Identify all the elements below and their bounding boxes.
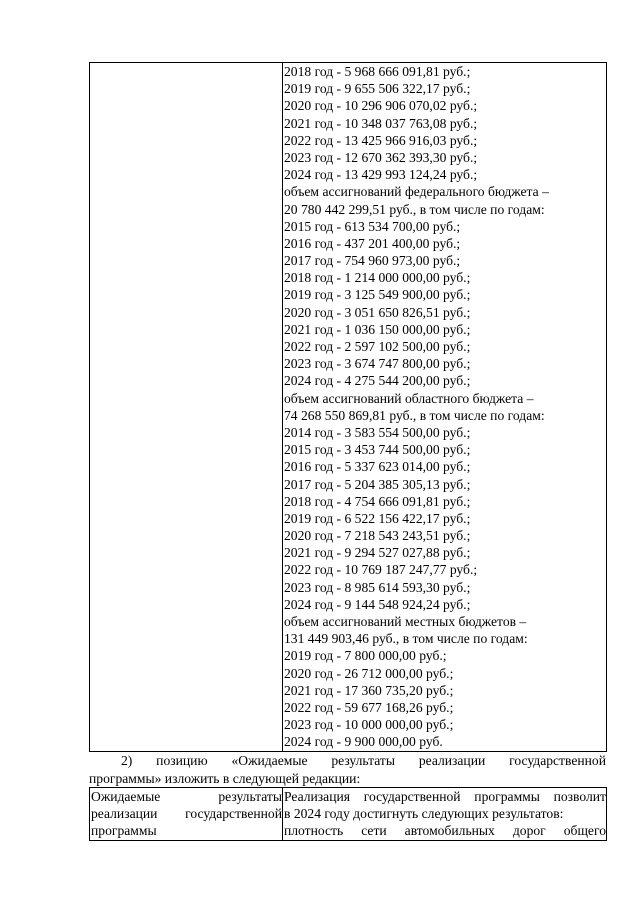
funding-line: 2019 год - 3 125 549 900,00 руб.; [284, 287, 471, 303]
expected-results-label-line: реализации государственной [91, 806, 282, 822]
amendment-paragraph [89, 752, 606, 787]
funding-line: 2015 год - 613 534 700,00 руб.; [284, 218, 461, 234]
funding-line: 2024 год - 9 144 548 924,24 руб.; [284, 596, 471, 612]
funding-line: 2015 год - 3 453 744 500,00 руб.; [284, 442, 471, 458]
funding-line: 2019 год - 9 655 506 322,17 руб.; [284, 81, 471, 97]
funding-line: 2017 год - 5 204 385 305,13 руб.; [284, 476, 471, 492]
funding-line: 2023 год - 8 985 614 593,30 руб.; [284, 579, 471, 595]
funding-line: 2024 год - 4 275 544 200,00 руб.; [284, 373, 471, 389]
funding-line: 2021 год - 10 348 037 763,08 руб.; [284, 115, 478, 131]
funding-line: 2018 год - 5 968 666 091,81 руб.; [284, 64, 471, 79]
funding-lines [284, 63, 606, 751]
funding-line: 2021 год - 9 294 527 027,88 руб.; [284, 545, 471, 561]
funding-line: 20 780 442 299,51 руб., в том числе по годам: [284, 201, 545, 217]
expected-results-label-line: программы [91, 823, 157, 839]
expected-results-text-line: плотность сети автомобильных дорог общего [284, 823, 606, 839]
funding-line: 2022 год - 59 677 168,26 руб.; [284, 699, 454, 715]
funding-line: 2020 год - 10 296 906 070,02 руб.; [284, 98, 478, 114]
funding-line: 2022 год - 2 597 102 500,00 руб.; [284, 339, 471, 354]
funding-line: 2023 год - 3 674 747 800,00 руб.; [284, 356, 471, 372]
funding-line: объем ассигнований федерального бюджета – [284, 184, 549, 200]
funding-line: 2023 год - 10 000 000,00 руб.; [284, 717, 454, 733]
expected-results-text-line: в 2024 году достигнуть следующих результатов: [284, 806, 564, 822]
expected-results-text-line: Реализация государственной программы позволит [284, 789, 606, 804]
funding-line: объем ассигнований местных бюджетов – [284, 614, 527, 629]
funding-line: 2014 год - 3 583 554 500,00 руб.; [284, 424, 471, 440]
funding-line: 2022 год - 10 769 187 247,77 руб.; [284, 562, 478, 578]
funding-line: 2024 год - 13 429 993 124,24 руб.; [284, 167, 478, 183]
funding-line: 2016 год - 5 337 623 014,00 руб.; [284, 459, 471, 475]
funding-table-left-cell [90, 63, 283, 752]
funding-line: 2018 год - 1 214 000 000,00 руб.; [284, 270, 471, 286]
funding-line: 2018 год - 4 754 666 091,81 руб.; [284, 493, 471, 509]
expected-results-text-cell [283, 788, 607, 841]
funding-line: 2020 год - 3 051 650 826,51 руб.; [284, 304, 471, 320]
funding-line: 2020 год - 26 712 000,00 руб.; [284, 665, 454, 681]
funding-line: объем ассигнований областного бюджета – [284, 390, 534, 406]
expected-results-label-cell [90, 788, 283, 841]
table-row [90, 63, 607, 752]
funding-line: 2017 год - 754 960 973,00 руб.; [284, 253, 461, 269]
funding-line: 2016 год - 437 201 400,00 руб.; [284, 235, 461, 251]
expected-results-table [89, 787, 607, 841]
funding-line: 2020 год - 7 218 543 243,51 руб.; [284, 528, 471, 544]
funding-table [89, 62, 607, 752]
funding-line: 2023 год - 12 670 362 393,30 руб.; [284, 149, 478, 165]
funding-line: 2024 год - 9 900 000,00 руб. [284, 734, 443, 750]
expected-results-label-line: Ожидаемые результаты [91, 789, 282, 804]
funding-line: 2019 год - 6 522 156 422,17 руб.; [284, 510, 471, 526]
funding-table-right-cell [283, 63, 607, 752]
table-row [90, 788, 607, 841]
amendment-paragraph-line-1: 2) позицию «Ожидаемые результаты реализации государственной [121, 753, 606, 768]
amendment-paragraph-line-2: программы» изложить в следующей редакции: [89, 770, 361, 786]
funding-line: 74 268 550 869,81 руб., в том числе по годам: [284, 407, 545, 423]
funding-line: 2022 год - 13 425 966 916,03 руб.; [284, 132, 478, 148]
funding-line: 131 449 903,46 руб., в том числе по годам: [284, 631, 528, 647]
funding-line: 2021 год - 1 036 150 000,00 руб.; [284, 321, 471, 337]
funding-line: 2019 год - 7 800 000,00 руб.; [284, 648, 447, 664]
funding-line: 2021 год - 17 360 735,20 руб.; [284, 682, 454, 698]
